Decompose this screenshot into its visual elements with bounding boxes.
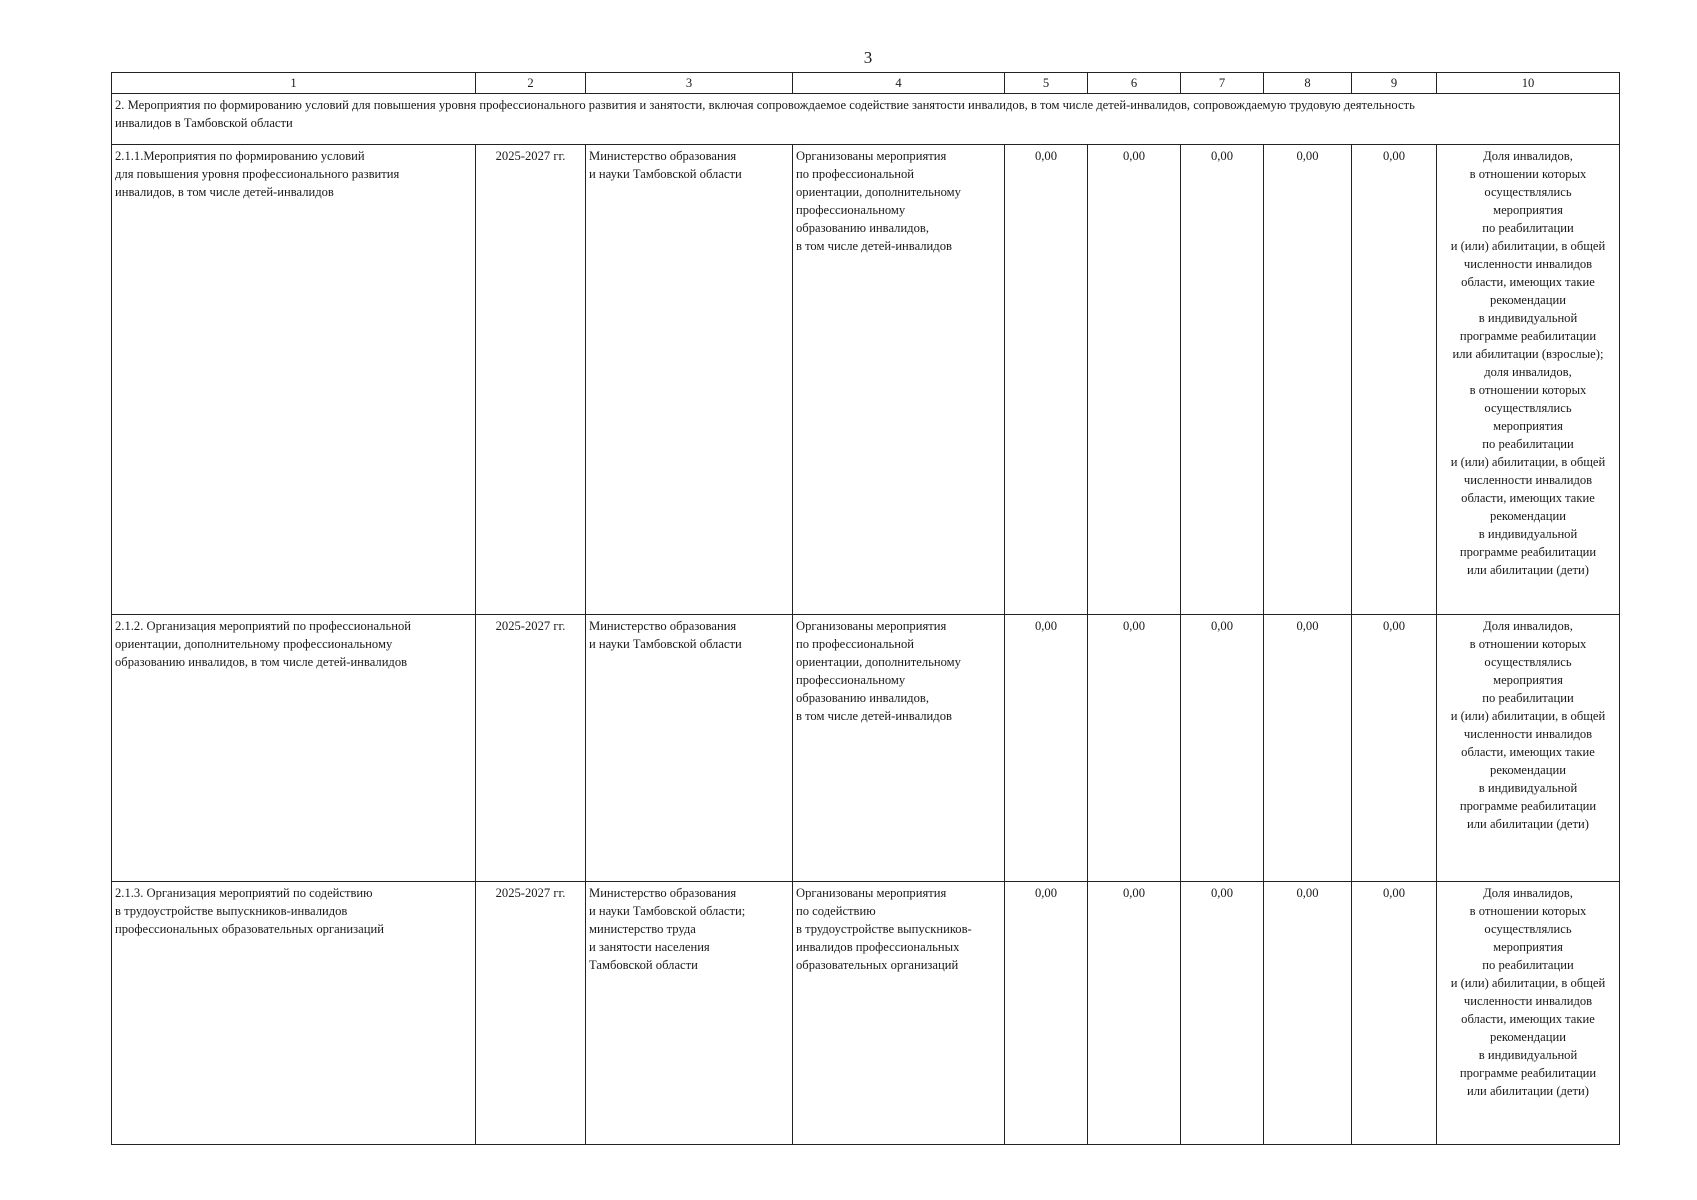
expected-result: Организованы мероприятия по профессиональной ориентации, дополнительному профессиональному образованию инвалидов, в том числе детей-инвалидов (793, 615, 1005, 882)
amount-cell: 0,00 (1181, 615, 1264, 882)
amount-cell: 0,00 (1181, 145, 1264, 615)
amount-cell: 0,00 (1181, 882, 1264, 1145)
table-row (112, 145, 1620, 615)
measure-name: 2.1.3. Организация мероприятий по содействию в трудоустройстве выпускников-инвалидов профессиональных образовательных организаций (112, 882, 476, 1145)
column-number: 7 (1181, 73, 1264, 94)
section-title: 2. Мероприятия по формированию условий для повышения уровня профессионального развития и занятости, включая сопровождаемое содействие занятости инвалидов, в том числе детей-инвалидов, сопровождаемую трудовую деятельность инвалидов в Тамбовской области (112, 94, 1620, 145)
amount-cell: 0,00 (1264, 615, 1352, 882)
amount-cell: 0,00 (1352, 615, 1437, 882)
column-number: 5 (1005, 73, 1088, 94)
amount-cell: 0,00 (1264, 882, 1352, 1145)
implementation-period: 2025-2027 гг. (476, 145, 586, 615)
section-row (112, 94, 1620, 145)
column-number: 3 (586, 73, 793, 94)
amount-cell: 0,00 (1352, 145, 1437, 615)
amount-cell: 0,00 (1005, 145, 1088, 615)
amount-cell: 0,00 (1088, 145, 1181, 615)
amount-cell: 0,00 (1005, 615, 1088, 882)
implementation-period: 2025-2027 гг. (476, 882, 586, 1145)
column-number: 8 (1264, 73, 1352, 94)
amount-cell: 0,00 (1352, 882, 1437, 1145)
responsible-executor: Министерство образования и науки Тамбовской области; министерство труда и занятости населения Тамбовской области (586, 882, 793, 1145)
responsible-executor: Министерство образования и науки Тамбовской области (586, 615, 793, 882)
table-row (112, 882, 1620, 1145)
column-number: 2 (476, 73, 586, 94)
column-number: 10 (1437, 73, 1620, 94)
responsible-executor: Министерство образования и науки Тамбовской области (586, 145, 793, 615)
measure-name: 2.1.1.Мероприятия по формированию условий для повышения уровня профессионального развития инвалидов, в том числе детей-инвалидов (112, 145, 476, 615)
amount-cell: 0,00 (1088, 615, 1181, 882)
column-number: 4 (793, 73, 1005, 94)
target-indicator: Доля инвалидов, в отношении которых осуществлялись мероприятия по реабилитации и (или) абилитации, в общей численности инвалидов области, имеющих такие рекомендации в индивидуальной программе реабилитации или абилитации (взрослые); доля инвалидов, в отношении которых осуществлялись мероприятия по реабилитации и (или) абилитации, в общей численности инвалидов области, имеющих такие рекомендации в индивидуальной программе реабилитации или абилитации (дети) (1437, 145, 1620, 615)
expected-result: Организованы мероприятия по профессиональной ориентации, дополнительному профессиональному образованию инвалидов, в том числе детей-инвалидов (793, 145, 1005, 615)
measure-name: 2.1.2. Организация мероприятий по профессиональной ориентации, дополнительному профессиональному образованию инвалидов, в том числе детей-инвалидов (112, 615, 476, 882)
measures-table (111, 72, 1620, 1145)
expected-result: Организованы мероприятия по содействию в трудоустройстве выпускников- инвалидов профессиональных образовательных организаций (793, 882, 1005, 1145)
page-number: 3 (863, 48, 873, 67)
target-indicator: Доля инвалидов, в отношении которых осуществлялись мероприятия по реабилитации и (или) абилитации, в общей численности инвалидов области, имеющих такие рекомендации в индивидуальной программе реабилитации или абилитации (дети) (1437, 615, 1620, 882)
amount-cell: 0,00 (1264, 145, 1352, 615)
column-number: 6 (1088, 73, 1181, 94)
table-row (112, 615, 1620, 882)
implementation-period: 2025-2027 гг. (476, 615, 586, 882)
column-number: 9 (1352, 73, 1437, 94)
column-number: 1 (112, 73, 476, 94)
target-indicator: Доля инвалидов, в отношении которых осуществлялись мероприятия по реабилитации и (или) абилитации, в общей численности инвалидов области, имеющих такие рекомендации в индивидуальной программе реабилитации или абилитации (дети) (1437, 882, 1620, 1145)
amount-cell: 0,00 (1005, 882, 1088, 1145)
amount-cell: 0,00 (1088, 882, 1181, 1145)
column-number-row (112, 73, 1620, 94)
